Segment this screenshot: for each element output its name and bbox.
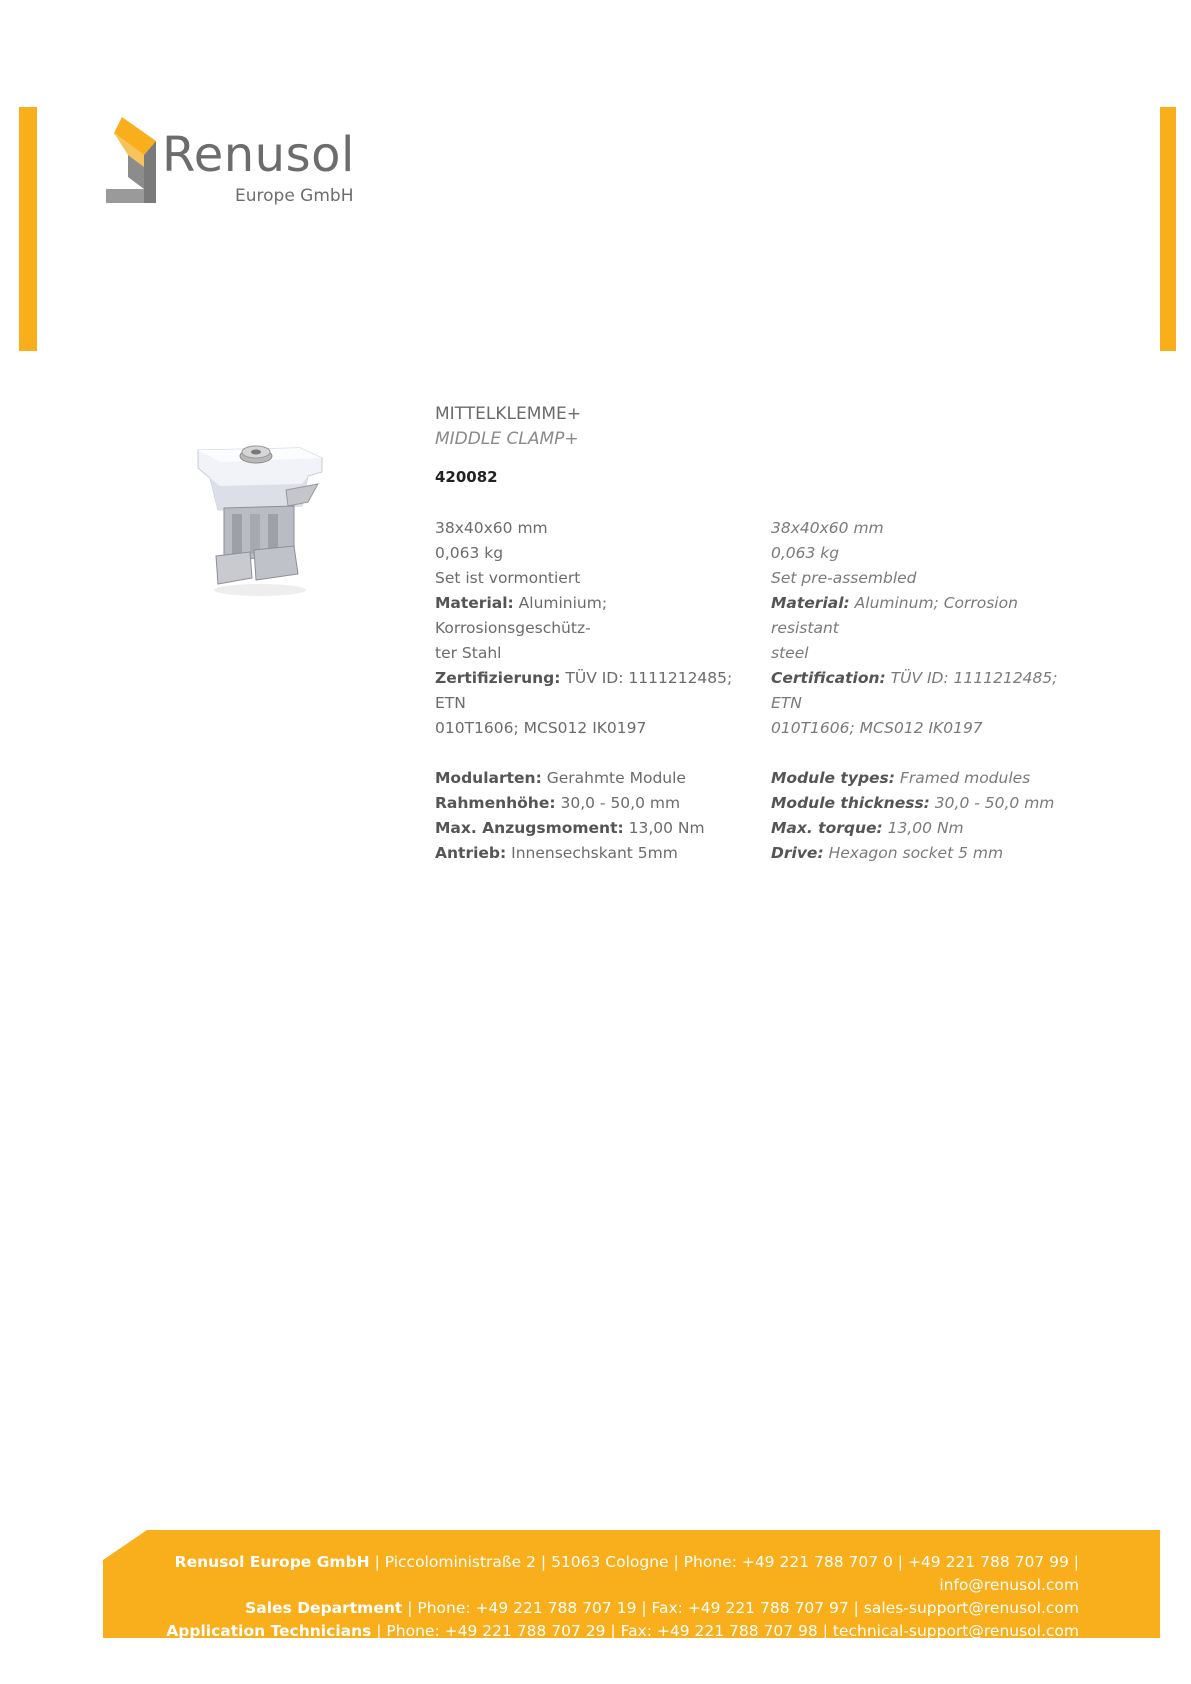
spec-drive (771, 841, 1081, 866)
footer-contact-banner (103, 1530, 1160, 1638)
spec-certification (435, 666, 745, 716)
footer-sales-label: Sales Department (245, 1599, 403, 1617)
spec-material-value: Aluminum; Corrosion resistant (771, 594, 1018, 637)
spec-drive-label: Drive: (771, 844, 824, 862)
spec-module-types (771, 766, 1081, 791)
spec-material-cont: steel (771, 644, 809, 662)
spec-height-label: Rahmenhöhe: (435, 794, 556, 812)
footer-company-label: Renusol Europe GmbH (174, 1553, 370, 1571)
article-number: 420082 (435, 468, 498, 486)
spec-drive-value: Hexagon socket 5 mm (823, 844, 1004, 862)
spec-material-label: Material: (771, 594, 850, 612)
spec-torque-label: Max. torque: (771, 819, 883, 837)
product-title-en: MIDDLE CLAMP+ (435, 429, 579, 449)
spacer (435, 741, 745, 766)
spec-modul-label: Module types: (771, 769, 895, 787)
company-logo (104, 115, 364, 215)
spec-weight: 0,063 kg (771, 544, 840, 562)
spec-torque (771, 816, 1081, 841)
spec-material-value: Aluminium; Korrosionsgeschütz- (435, 594, 608, 637)
right-accent-bar (1160, 107, 1176, 351)
product-title-de: MITTELKLEMME+ (435, 404, 582, 424)
spec-frame-height (435, 791, 745, 816)
spec-drive (435, 841, 745, 866)
spec-dimensions: 38x40x60 mm (435, 519, 548, 537)
footer-line-sales (103, 1597, 1079, 1620)
spec-drive-value: Innensechskant 5mm (506, 844, 678, 862)
spec-certification-cont: 010T1606; MCS012 IK0197 (435, 719, 647, 737)
footer-tech-contact: | Phone: +49 221 788 707 29 | Fax: +49 221 788 707 98 | technical-support@renusol.com (371, 1622, 1079, 1640)
spec-torque-value: 13,00 Nm (623, 819, 705, 837)
logo-name: Renusol (162, 127, 355, 183)
spec-cert-label: Certification: (771, 669, 886, 687)
spec-material-label: Material: (435, 594, 514, 612)
spec-certification (771, 666, 1081, 716)
spec-cert-label: Zertifizierung: (435, 669, 561, 687)
spec-drive-label: Antrieb: (435, 844, 507, 862)
spec-modul-value: Gerahmte Module (541, 769, 686, 787)
spec-height-value: 30,0 - 50,0 mm (555, 794, 681, 812)
logo-subtitle: Europe GmbH (235, 186, 354, 206)
footer-company-contact: | Piccoloministraße 2 | 51063 Cologne | Phone: +49 221 788 707 0 | +49 221 788 707 99 | info@renusol.com (369, 1553, 1079, 1594)
left-accent-bar (19, 107, 37, 351)
spec-certification-cont: 010T1606; MCS012 IK0197 (771, 719, 983, 737)
spacer (771, 741, 1081, 766)
footer-sales-contact: | Phone: +49 221 788 707 19 | Fax: +49 221 788 707 97 | sales-support@renusol.com (402, 1599, 1079, 1617)
spec-cert-value: TÜV ID: 1111212485; ETN (771, 669, 1058, 712)
footer-tech-label: Application Technicians (166, 1622, 372, 1640)
spec-module-types (435, 766, 745, 791)
specs-english (771, 516, 1081, 866)
spec-height-label: Module thickness: (771, 794, 930, 812)
spec-dimensions: 38x40x60 mm (771, 519, 884, 537)
spec-torque-value: 13,00 Nm (882, 819, 964, 837)
spec-torque (435, 816, 745, 841)
middle-clamp-photo-icon (190, 428, 340, 608)
footer-line-technicians (103, 1620, 1079, 1643)
footer-line-company (103, 1551, 1079, 1597)
logo-mark-icon (104, 115, 164, 205)
spec-material (771, 591, 1081, 641)
spec-material (435, 591, 745, 641)
spec-modul-label: Modularten: (435, 769, 542, 787)
spec-modul-value: Framed modules (894, 769, 1031, 787)
spec-module-thickness (771, 791, 1081, 816)
spec-height-value: 30,0 - 50,0 mm (929, 794, 1055, 812)
footer-text (103, 1551, 1079, 1643)
spec-weight: 0,063 kg (435, 544, 504, 562)
spec-assembly: Set ist vormontiert (435, 569, 581, 587)
spec-torque-label: Max. Anzugsmoment: (435, 819, 624, 837)
spec-cert-value: TÜV ID: 1111212485; ETN (435, 669, 733, 712)
spec-material-cont: ter Stahl (435, 644, 502, 662)
specs-german (435, 516, 745, 866)
spec-assembly: Set pre-assembled (771, 569, 917, 587)
